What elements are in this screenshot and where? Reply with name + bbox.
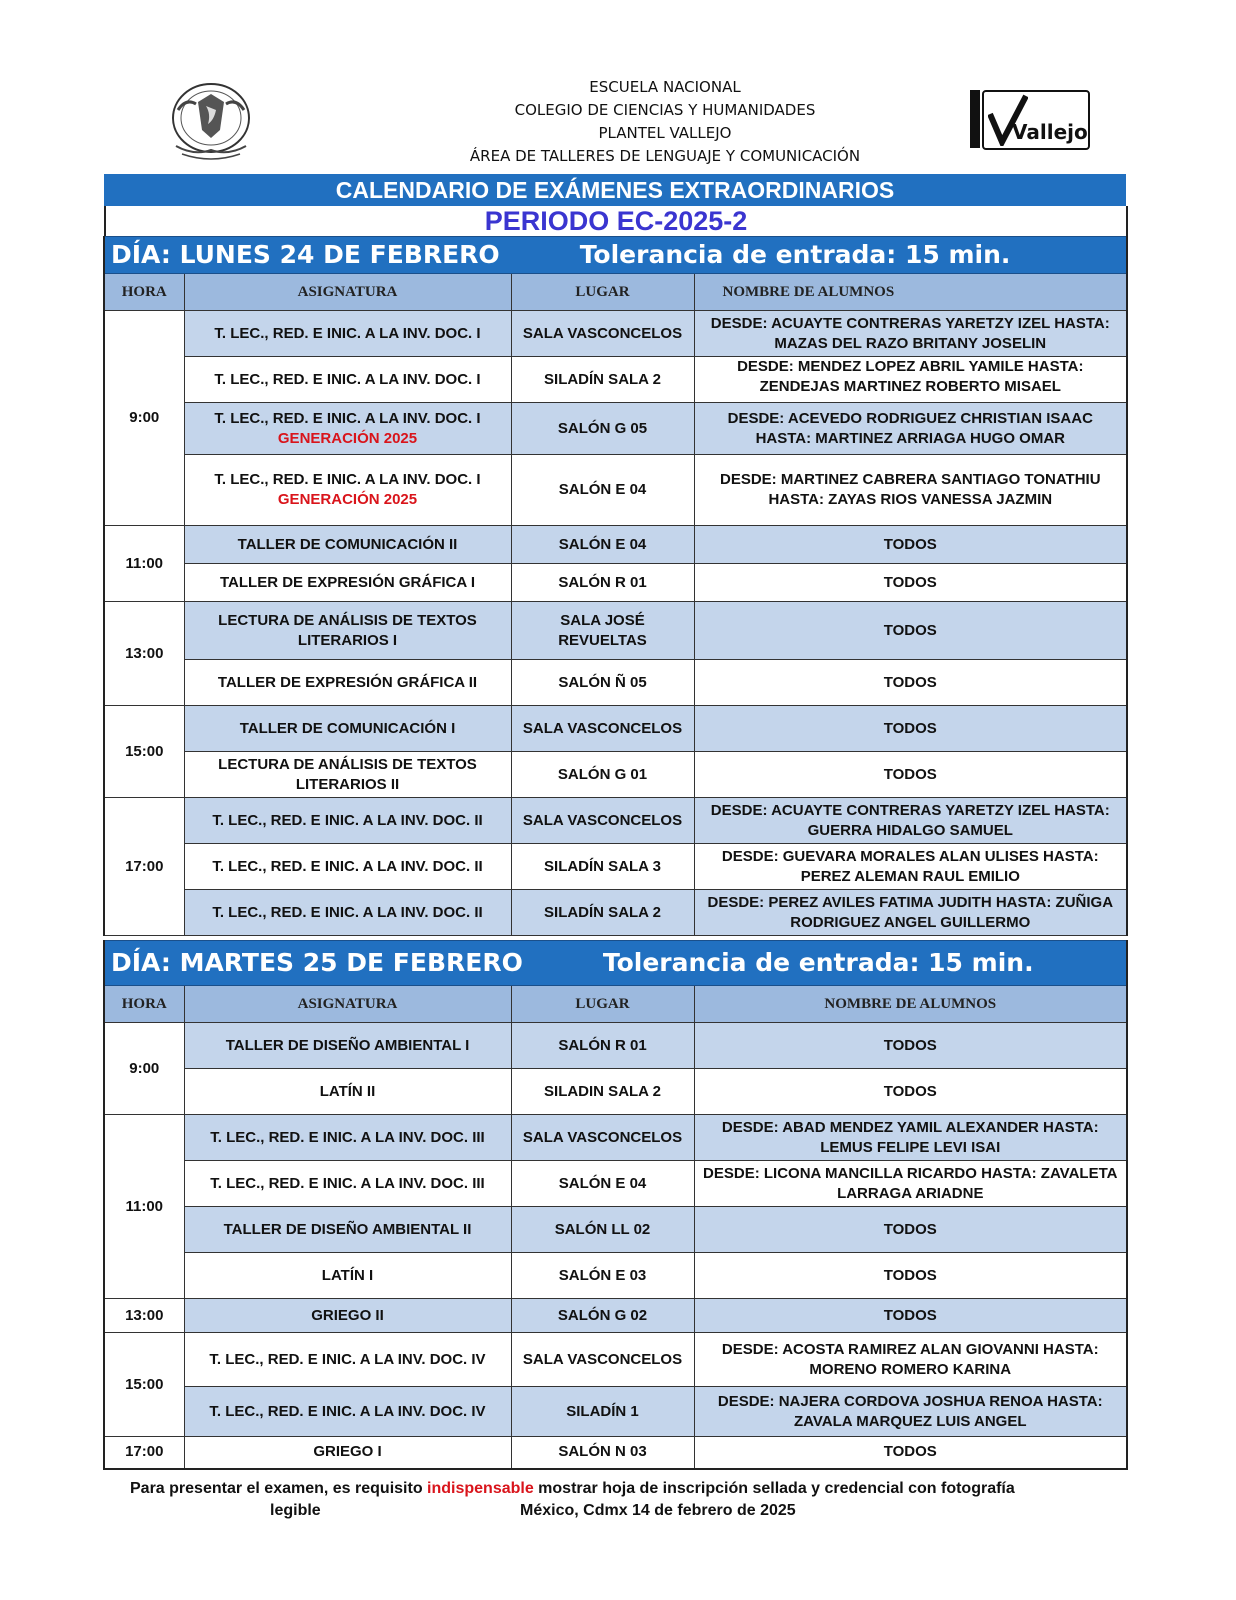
alumnos-cell: DESDE: GUEVARA MORALES ALAN ULISES HASTA: PEREZ ALEMAN RAUL EMILIO (694, 844, 1127, 890)
table-row (104, 1207, 1127, 1253)
lugar-cell: SALÓN E 03 (511, 1253, 694, 1299)
table-row (104, 1387, 1127, 1437)
day1-title: DÍA: LUNES 24 DE FEBRERO (111, 240, 500, 269)
alumnos-cell: TODOS (694, 660, 1127, 706)
col-asignatura: ASIGNATURA (184, 986, 511, 1023)
footer-line-2 (130, 1500, 1130, 1522)
day1-schedule-table (103, 236, 1128, 936)
alumnos-cell: TODOS (694, 1023, 1127, 1069)
asignatura-cell (184, 455, 511, 526)
table-row (104, 1299, 1127, 1333)
footer-highlight: indispensable (427, 1480, 534, 1497)
day2-title-row (104, 941, 1127, 986)
lugar-cell: SALÓN R 01 (511, 1023, 694, 1069)
lugar-cell: SALÓN Ñ 05 (511, 660, 694, 706)
day1-title-row (104, 237, 1127, 274)
header-line-3: PLANTEL VALLEJO (598, 124, 732, 142)
lugar-cell: SALÓN R 01 (511, 564, 694, 602)
col-lugar: LUGAR (511, 274, 694, 311)
table-row (104, 890, 1127, 936)
asignatura-cell: GRIEGO I (184, 1437, 511, 1469)
table-row (104, 706, 1127, 752)
hora-cell: 17:00 (104, 1437, 184, 1469)
asignatura-text: T. LEC., RED. E INIC. A LA INV. DOC. I (214, 471, 481, 488)
asignatura-cell: TALLER DE EXPRESIÓN GRÁFICA II (184, 660, 511, 706)
table-row (104, 403, 1127, 455)
hora-cell: 15:00 (104, 1333, 184, 1437)
table-row (104, 1023, 1127, 1069)
alumnos-cell: DESDE: ACUAYTE CONTRERAS YARETZY IZEL HASTA: GUERRA HIDALGO SAMUEL (694, 798, 1127, 844)
alumnos-text: DESDE: MENDEZ LOPEZ ABRIL YAMILE HASTA: ZENDEJAS MARTINEZ ROBERTO MISAEL (737, 357, 1084, 395)
alumnos-cell: TODOS (694, 1207, 1127, 1253)
alumnos-cell: TODOS (694, 752, 1127, 798)
asignatura-cell: T. LEC., RED. E INIC. A LA INV. DOC. I (184, 311, 511, 357)
col-nombre: NOMBRE DE ALUMNOS (694, 274, 1127, 311)
col-asignatura: ASIGNATURA (184, 274, 511, 311)
lugar-cell: SILADIN SALA 2 (511, 1069, 694, 1115)
day1-tolerance: Tolerancia de entrada: 15 min. (579, 240, 1011, 269)
header-line-4: ÁREA DE TALLERES DE LENGUAJE Y COMUNICACIÓN (469, 147, 861, 165)
day2-title: DÍA: MARTES 25 DE FEBRERO (111, 948, 523, 977)
hora-cell: 11:00 (104, 1115, 184, 1299)
alumnos-cell: TODOS (694, 706, 1127, 752)
table-row (104, 1161, 1127, 1207)
alumnos-cell: TODOS (694, 526, 1127, 564)
col-lugar: LUGAR (511, 986, 694, 1023)
generation-label: GENERACIÓN 2025 (277, 429, 418, 447)
alumnos-cell: TODOS (694, 602, 1127, 660)
footer-text-2: mostrar hoja de inscripción sellada y credencial con fotografía (533, 1480, 1015, 1497)
alumnos-cell (694, 357, 1127, 403)
asignatura-cell: LATÍN I (184, 1253, 511, 1299)
hora-cell: 11:00 (104, 526, 184, 602)
alumnos-cell: DESDE: PEREZ AVILES FATIMA JUDITH HASTA: ZUÑIGA RODRIGUEZ ANGEL GUILLERMO (694, 890, 1127, 936)
table-row (104, 1253, 1127, 1299)
asignatura-cell: TALLER DE DISEÑO AMBIENTAL II (184, 1207, 511, 1253)
alumnos-cell: TODOS (694, 1299, 1127, 1333)
asignatura-cell: T. LEC., RED. E INIC. A LA INV. DOC. I (184, 357, 511, 403)
table-row (104, 798, 1127, 844)
asignatura-cell: T. LEC., RED. E INIC. A LA INV. DOC. IV (184, 1387, 511, 1437)
header-line-2: COLEGIO DE CIENCIAS Y HUMANIDADES (514, 101, 816, 119)
hora-cell: 15:00 (104, 706, 184, 798)
table-row (104, 844, 1127, 890)
asignatura-cell: TALLER DE COMUNICACIÓN I (184, 706, 511, 752)
lugar-cell: SALA VASCONCELOS (511, 1333, 694, 1387)
footer-text-3: legible (270, 1502, 321, 1519)
col-hora: HORA (104, 986, 184, 1023)
asignatura-cell: TALLER DE COMUNICACIÓN II (184, 526, 511, 564)
table-row (104, 1069, 1127, 1115)
asignatura-cell: LATÍN II (184, 1069, 511, 1115)
lugar-cell: SALA VASCONCELOS (511, 798, 694, 844)
lugar-cell: SALA JOSÉ REVUELTAS (511, 602, 694, 660)
hora-cell: 13:00 (104, 1299, 184, 1333)
alumnos-cell: TODOS (694, 1437, 1127, 1469)
col-hora: HORA (104, 274, 184, 311)
table-row (104, 455, 1127, 526)
table-row (104, 660, 1127, 706)
lugar-cell: SALA VASCONCELOS (511, 706, 694, 752)
alumnos-cell: DESDE: NAJERA CORDOVA JOSHUA RENOA HASTA: ZAVALA MARQUEZ LUIS ANGEL (694, 1387, 1127, 1437)
hora-cell: 9:00 (104, 311, 184, 526)
header-line-1: ESCUELA NACIONAL (589, 78, 741, 96)
lugar-cell: SALÓN E 04 (511, 526, 694, 564)
asignatura-cell: TALLER DE DISEÑO AMBIENTAL I (184, 1023, 511, 1069)
col-nombre: NOMBRE DE ALUMNOS (694, 986, 1127, 1023)
asignatura-cell: T. LEC., RED. E INIC. A LA INV. DOC. II (184, 798, 511, 844)
table-row (104, 602, 1127, 660)
asignatura-cell: T. LEC., RED. E INIC. A LA INV. DOC. III (184, 1115, 511, 1161)
table-row (104, 1115, 1127, 1161)
alumnos-cell: TODOS (694, 1069, 1127, 1115)
footer-note (130, 1478, 1130, 1522)
table-row (104, 357, 1127, 403)
lugar-cell: SALA VASCONCELOS (511, 311, 694, 357)
asignatura-cell (184, 403, 511, 455)
day2-schedule-table (103, 940, 1128, 1470)
vallejo-logo-text: Vallejo (1012, 120, 1088, 144)
lugar-cell: SILADÍN 1 (511, 1387, 694, 1437)
day2-column-header-row (104, 986, 1127, 1023)
table-row (104, 526, 1127, 564)
cch-vallejo-logo (982, 90, 1092, 152)
lugar-cell: SALA VASCONCELOS (511, 1115, 694, 1161)
lugar-cell: SILADÍN SALA 3 (511, 844, 694, 890)
lugar-cell: SALÓN G 02 (511, 1299, 694, 1333)
alumnos-cell: TODOS (694, 564, 1127, 602)
asignatura-cell: TALLER DE EXPRESIÓN GRÁFICA I (184, 564, 511, 602)
table-row (104, 1333, 1127, 1387)
table-row (104, 564, 1127, 602)
asignatura-cell: T. LEC., RED. E INIC. A LA INV. DOC. II (184, 890, 511, 936)
lugar-cell: SALÓN E 04 (511, 455, 694, 526)
footer-text-1: Para presentar el examen, es requisito (130, 1480, 428, 1497)
asignatura-cell: T. LEC., RED. E INIC. A LA INV. DOC. III (184, 1161, 511, 1207)
hora-cell: 9:00 (104, 1023, 184, 1115)
asignatura-cell: T. LEC., RED. E INIC. A LA INV. DOC. II (184, 844, 511, 890)
generation-label: GENERACIÓN 2025 (277, 491, 418, 508)
table-row (104, 1437, 1127, 1469)
asignatura-cell: GRIEGO II (184, 1299, 511, 1333)
alumnos-cell: DESDE: ABAD MENDEZ YAMIL ALEXANDER HASTA: LEMUS FELIPE LEVI ISAI (694, 1115, 1127, 1161)
periodo-title: PERIODO EC-2025-2 (104, 206, 1128, 236)
table-row (104, 752, 1127, 798)
alumnos-cell: DESDE: MARTINEZ CABRERA SANTIAGO TONATHIU HASTA: ZAYAS RIOS VANESSA JAZMIN (694, 455, 1127, 526)
lugar-cell: SALÓN N 03 (511, 1437, 694, 1469)
alumnos-cell: DESDE: ACOSTA RAMIREZ ALAN GIOVANNI HASTA: MORENO ROMERO KARINA (694, 1333, 1127, 1387)
asignatura-cell: LECTURA DE ANÁLISIS DE TEXTOS LITERARIOS II (184, 752, 511, 798)
lugar-cell: SALÓN G 05 (511, 403, 694, 455)
asignatura-cell: LECTURA DE ANÁLISIS DE TEXTOS LITERARIOS I (184, 602, 511, 660)
asignatura-cell: T. LEC., RED. E INIC. A LA INV. DOC. IV (184, 1333, 511, 1387)
footer-date: México, Cdmx 14 de febrero de 2025 (520, 1502, 796, 1519)
calendar-banner: CALENDARIO DE EXÁMENES EXTRAORDINARIOS (104, 174, 1126, 206)
lugar-cell: SALÓN LL 02 (511, 1207, 694, 1253)
asignatura-text: T. LEC., RED. E INIC. A LA INV. DOC. I (214, 409, 481, 427)
lugar-cell: SILADÍN SALA 2 (511, 357, 694, 403)
day1-column-header-row (104, 274, 1127, 311)
footer-line-1 (130, 1478, 1130, 1500)
lugar-cell: SILADÍN SALA 2 (511, 890, 694, 936)
alumnos-cell: DESDE: ACUAYTE CONTRERAS YARETZY IZEL HASTA: MAZAS DEL RAZO BRITANY JOSELIN (694, 311, 1127, 357)
table-row (104, 311, 1127, 357)
alumnos-cell: DESDE: ACEVEDO RODRIGUEZ CHRISTIAN ISAAC HASTA: MARTINEZ ARRIAGA HUGO OMAR (694, 403, 1127, 455)
hora-cell: 13:00 (104, 602, 184, 706)
lugar-cell: SALÓN G 01 (511, 752, 694, 798)
alumnos-cell: DESDE: LICONA MANCILLA RICARDO HASTA: ZAVALETA LARRAGA ARIADNE (694, 1161, 1127, 1207)
lugar-cell: SALÓN E 04 (511, 1161, 694, 1207)
alumnos-cell: TODOS (694, 1253, 1127, 1299)
day2-tolerance: Tolerancia de entrada: 15 min. (602, 948, 1034, 977)
hora-cell: 17:00 (104, 798, 184, 936)
